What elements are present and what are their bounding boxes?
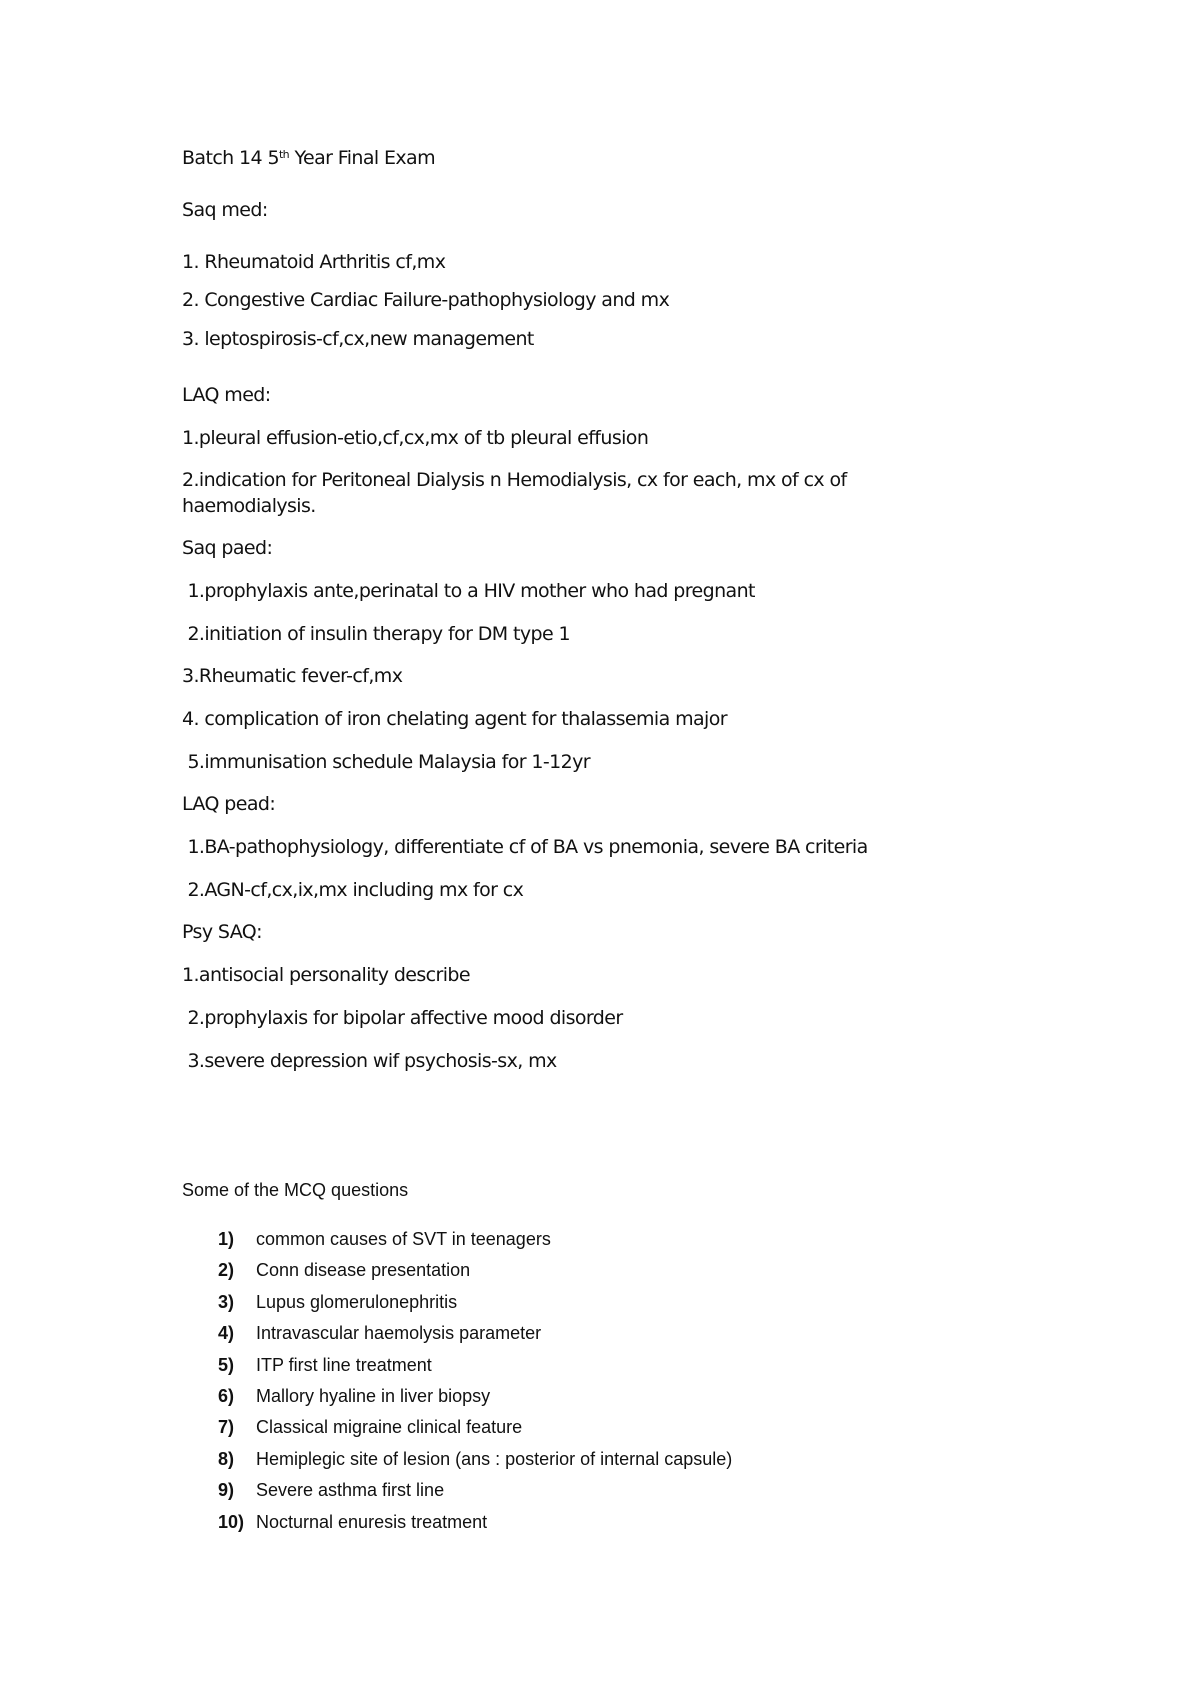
list-item-text: common causes of SVT in teenagers [256,1229,551,1249]
list-item [218,1510,732,1541]
list-item [218,1290,732,1321]
list-item-text: Mallory hyaline in liver biopsy [256,1385,491,1406]
list-item [218,1415,732,1446]
question-line: 4. complication of iron chelating agent for thalassemia major [182,708,727,730]
mcq-heading: Some of the MCQ questions [182,1180,409,1200]
list-item-text: Intravascular haemolysis parameter [256,1323,542,1344]
list-item [218,1478,732,1509]
section-heading-psy-saq: Psy SAQ: [182,921,262,943]
list-item-text: Hemiplegic site of lesion (ans : posterior of internal capsule) [256,1448,733,1469]
question-line: 2. Congestive Cardiac Failure-pathophysiology and mx [182,289,670,311]
question-line: 1. Rheumatoid Arthritis cf,mx [182,251,446,273]
question-line: 2.indication for Peritoneal Dialysis n Hemodialysis, cx for each, mx of cx of [182,469,847,491]
question-line: 1.BA-pathophysiology, differentiate cf of BA vs pnemonia, severe BA criteria [182,836,868,858]
list-item-number: 4) [218,1323,235,1344]
list-item-number: 1) [218,1229,235,1249]
question-line: 1.antisocial personality describe [182,964,470,986]
list-item-number: 6) [218,1385,235,1406]
list-item [218,1321,732,1352]
question-line: 2.prophylaxis for bipolar affective mood disorder [182,1007,623,1029]
list-item-number: 8) [218,1448,235,1469]
list-item [218,1384,732,1415]
question-line: 5.immunisation schedule Malaysia for 1-12yr [182,751,590,773]
question-line-continued: haemodialysis. [182,495,316,517]
list-item-text: Lupus glomerulonephritis [256,1291,458,1312]
question-line: 1.prophylaxis ante,perinatal to a HIV mother who had pregnant [182,580,755,602]
list-item [218,1258,732,1289]
list-item-number: 10) [218,1511,245,1532]
list-item-text: ITP first line treatment [256,1354,432,1375]
question-line: 3.Rheumatic fever-cf,mx [182,665,403,687]
section-heading-laq-med: LAQ med: [182,384,271,406]
list-item-text: Conn disease presentation [256,1260,471,1281]
exam-title-prefix: Batch 14 5 [182,147,279,169]
section-heading-saq-med: Saq med: [182,199,268,221]
question-line: 1.pleural effusion-etio,cf,cx,mx of tb pleural effusion [182,427,649,449]
list-item-number: 5) [218,1354,235,1375]
list-item-number: 2) [218,1260,235,1281]
exam-title-suffix: Year Final Exam [289,147,435,169]
list-item [218,1227,732,1258]
list-item-text: Severe asthma first line [256,1480,445,1501]
list-item-number: 7) [218,1417,235,1438]
section-heading-laq-pead: LAQ pead: [182,793,276,815]
list-item-text: Nocturnal enuresis treatment [256,1511,488,1532]
exam-title-superscript: th [278,148,290,161]
mcq-list [218,1227,732,1541]
list-item-text: Classical migraine clinical feature [256,1417,523,1438]
list-item [218,1353,732,1384]
section-heading-saq-paed: Saq paed: [182,537,273,559]
question-line: 2.initiation of insulin therapy for DM type 1 [182,623,571,645]
list-item [218,1447,732,1478]
list-item-number: 9) [218,1480,235,1501]
exam-title [182,146,435,170]
list-item-number: 3) [218,1291,235,1312]
question-line: 3.severe depression wif psychosis-sx, mx [182,1050,557,1072]
question-line: 2.AGN-cf,cx,ix,mx including mx for cx [182,879,524,901]
question-line: 3. leptospirosis-cf,cx,new management [182,328,534,350]
